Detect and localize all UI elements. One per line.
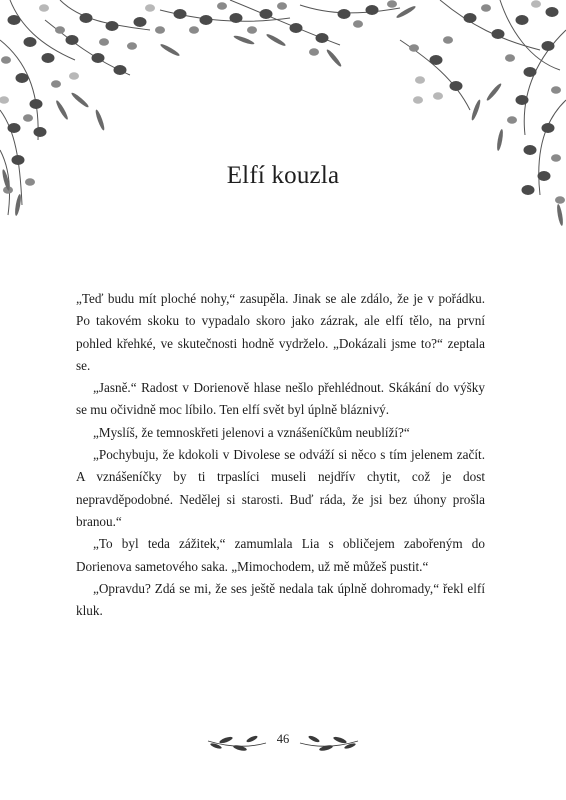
paragraph: „Teď budu mít ploché nohy,“ zasupěla. Jinak se ale zdálo, že je v pořádku. Po takovém skoku to vypadalo skoro jako zázrak, ale elfí tělo, na první pohled křehké, ve skutečnosti hodně vydrželo. „Dokázali jsme to?“ zeptala se. xyxy=(76,291,485,373)
paragraph: „Jasně.“ Radost v Dorienově hlase nešlo přehlédnout. Skákání do výšky se mu očividně moc líbilo. Ten elfí svět byl úplně bláznivý. xyxy=(76,380,485,418)
eucalyptus-foliage-illustration xyxy=(0,0,566,230)
chapter-title: Elfí kouzla xyxy=(226,162,340,189)
page-number: 46 xyxy=(276,732,290,746)
body-text xyxy=(76,288,485,622)
paragraph: „Opravdu? Zdá se mi, že ses ještě nedala tak úplně dohromady,“ řekl elfí kluk. xyxy=(76,580,485,619)
top-leaves xyxy=(174,0,398,68)
page-footer xyxy=(0,724,566,756)
paragraph: „Myslíš, že temnoskřeti jelenovi a vznášeníčkům neublíží?“ xyxy=(93,424,410,440)
paragraph: „To byl teda zážitek,“ zamumlala Lia s obličejem zabořeným do Dorienova sametového saka. „Mimochodem, už mě můžeš pustit.“ xyxy=(76,536,485,574)
paragraph: „Pochybuju, že kdokoli v Divolese se odváží si něco s tím jelenem začít. A vznášeníčky by ti trpaslíci museli nejdřív chytit, což je dost nepravděpodobné. Nedělej si starosti. Buď ráda, že jsi bez úhony prošla branou.“ xyxy=(76,447,485,529)
